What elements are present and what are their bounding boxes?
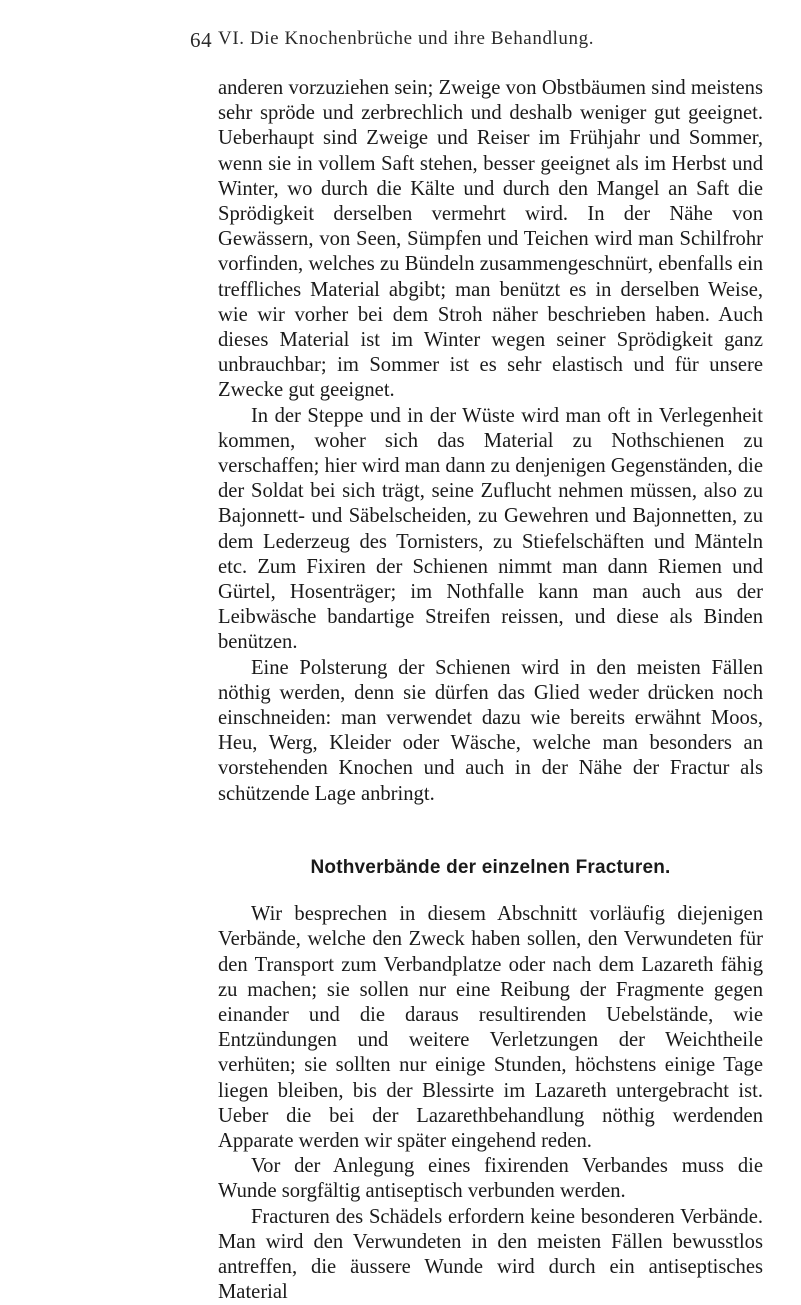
section-heading: Nothverbände der einzelnen Fracturen.	[310, 856, 671, 878]
paragraph: Vor der Anlegung eines fixirenden Verbandes muss die Wunde sorgfältig antiseptisch verbunden werden.	[218, 1155, 763, 1203]
running-head	[190, 28, 688, 52]
paragraph: Fracturen des Schädels erfordern keine besonderen Verbände. Man wird den Verwundeten in den meisten Fällen bewusstlos antreffen, die äussere Wunde wird durch ein antiseptisches Material	[218, 1205, 763, 1304]
paragraph: In der Steppe und in der Wüste wird man oft in Verlegenheit kommen, woher sich das Material zu Nothschienen zu verschaffen; hier wird man dann zu denjenigen Gegenständen, die der Soldat bei sich trägt, seine Zuflucht nehmen müssen, also zu Bajonnett- und Säbelscheiden, zu Gewehren und Bajonnetten, zu dem Lederzeug des Tornisters, zu Stiefelschäften und Mänteln etc. Zum Fixiren der Schienen nimmt man dann Riemen und Gürtel, Hosenträger; im Nothfalle kann man auch aus der Leibwäsche bandartige Streifen reissen, und diese als Binden benützen.	[218, 404, 763, 654]
paragraph: anderen vorzuziehen sein; Zweige von Obstbäumen sind meistens sehr spröde und zerbrechlich und deshalb weniger gut geeignet. Ueberhaupt sind Zweige und Reiser im Frühjahr und Sommer, wenn sie in vollem Saft stehen, besser geeignet als im Herbst und Winter, wo durch die Kälte und durch den Mangel an Saft die Sprödigkeit derselben vermehrt wird. In der Nähe von Gewässern, von Seen, Sümpfen und Teichen wird man Schilfrohr vorfinden, welches zu Bündeln zusammengeschnürt, ebenfalls ein treffliches Material abgibt; man benützt es in derselben Weise, wie wir vorher bei dem Stroh näher beschrieben haben. Auch dieses Material ist im Winter wegen seiner Sprödigkeit ganz unbrauchbar; im Sommer ist es sehr elastisch und für unsere Zwecke gut geeignet.	[218, 77, 763, 402]
running-head-title: VI. Die Knochenbrüche und ihre Behandlung.	[218, 28, 595, 49]
page-number: 64	[190, 28, 213, 52]
paragraph: Wir besprechen in diesem Abschnitt vorläufig diejenigen Verbände, welche den Zweck haben sollen, den Verwundeten für den Transport zum Verbandplatze oder nach dem Lazareth fähig zu machen; sie sollen nur eine Reibung der Fragmente gegen einander und die daraus resultirenden Uebelstände, wie Entzündungen und weitere Verletzungen der Weichtheile verhüten; sie sollten nur einige Stunden, höchstens einige Tage liegen bleiben, bis der Blessirte im Lazareth untergebracht ist. Ueber die bei der Lazarethbehandlung nöthig werdenden Apparate werden wir später eingehend reden.	[218, 903, 763, 1152]
body-text	[218, 76, 763, 1305]
paragraph: Eine Polsterung der Schienen wird in den meisten Fällen nöthig werden, denn sie dürfen das Glied weder drücken noch einschneiden: man verwendet dazu wie bereits erwähnt Moos, Heu, Werg, Kleider oder Wäsche, welche man besonders an vorstehenden Knochen und auch in der Nähe der Fractur als schützende Lage anbringt.	[218, 656, 763, 805]
